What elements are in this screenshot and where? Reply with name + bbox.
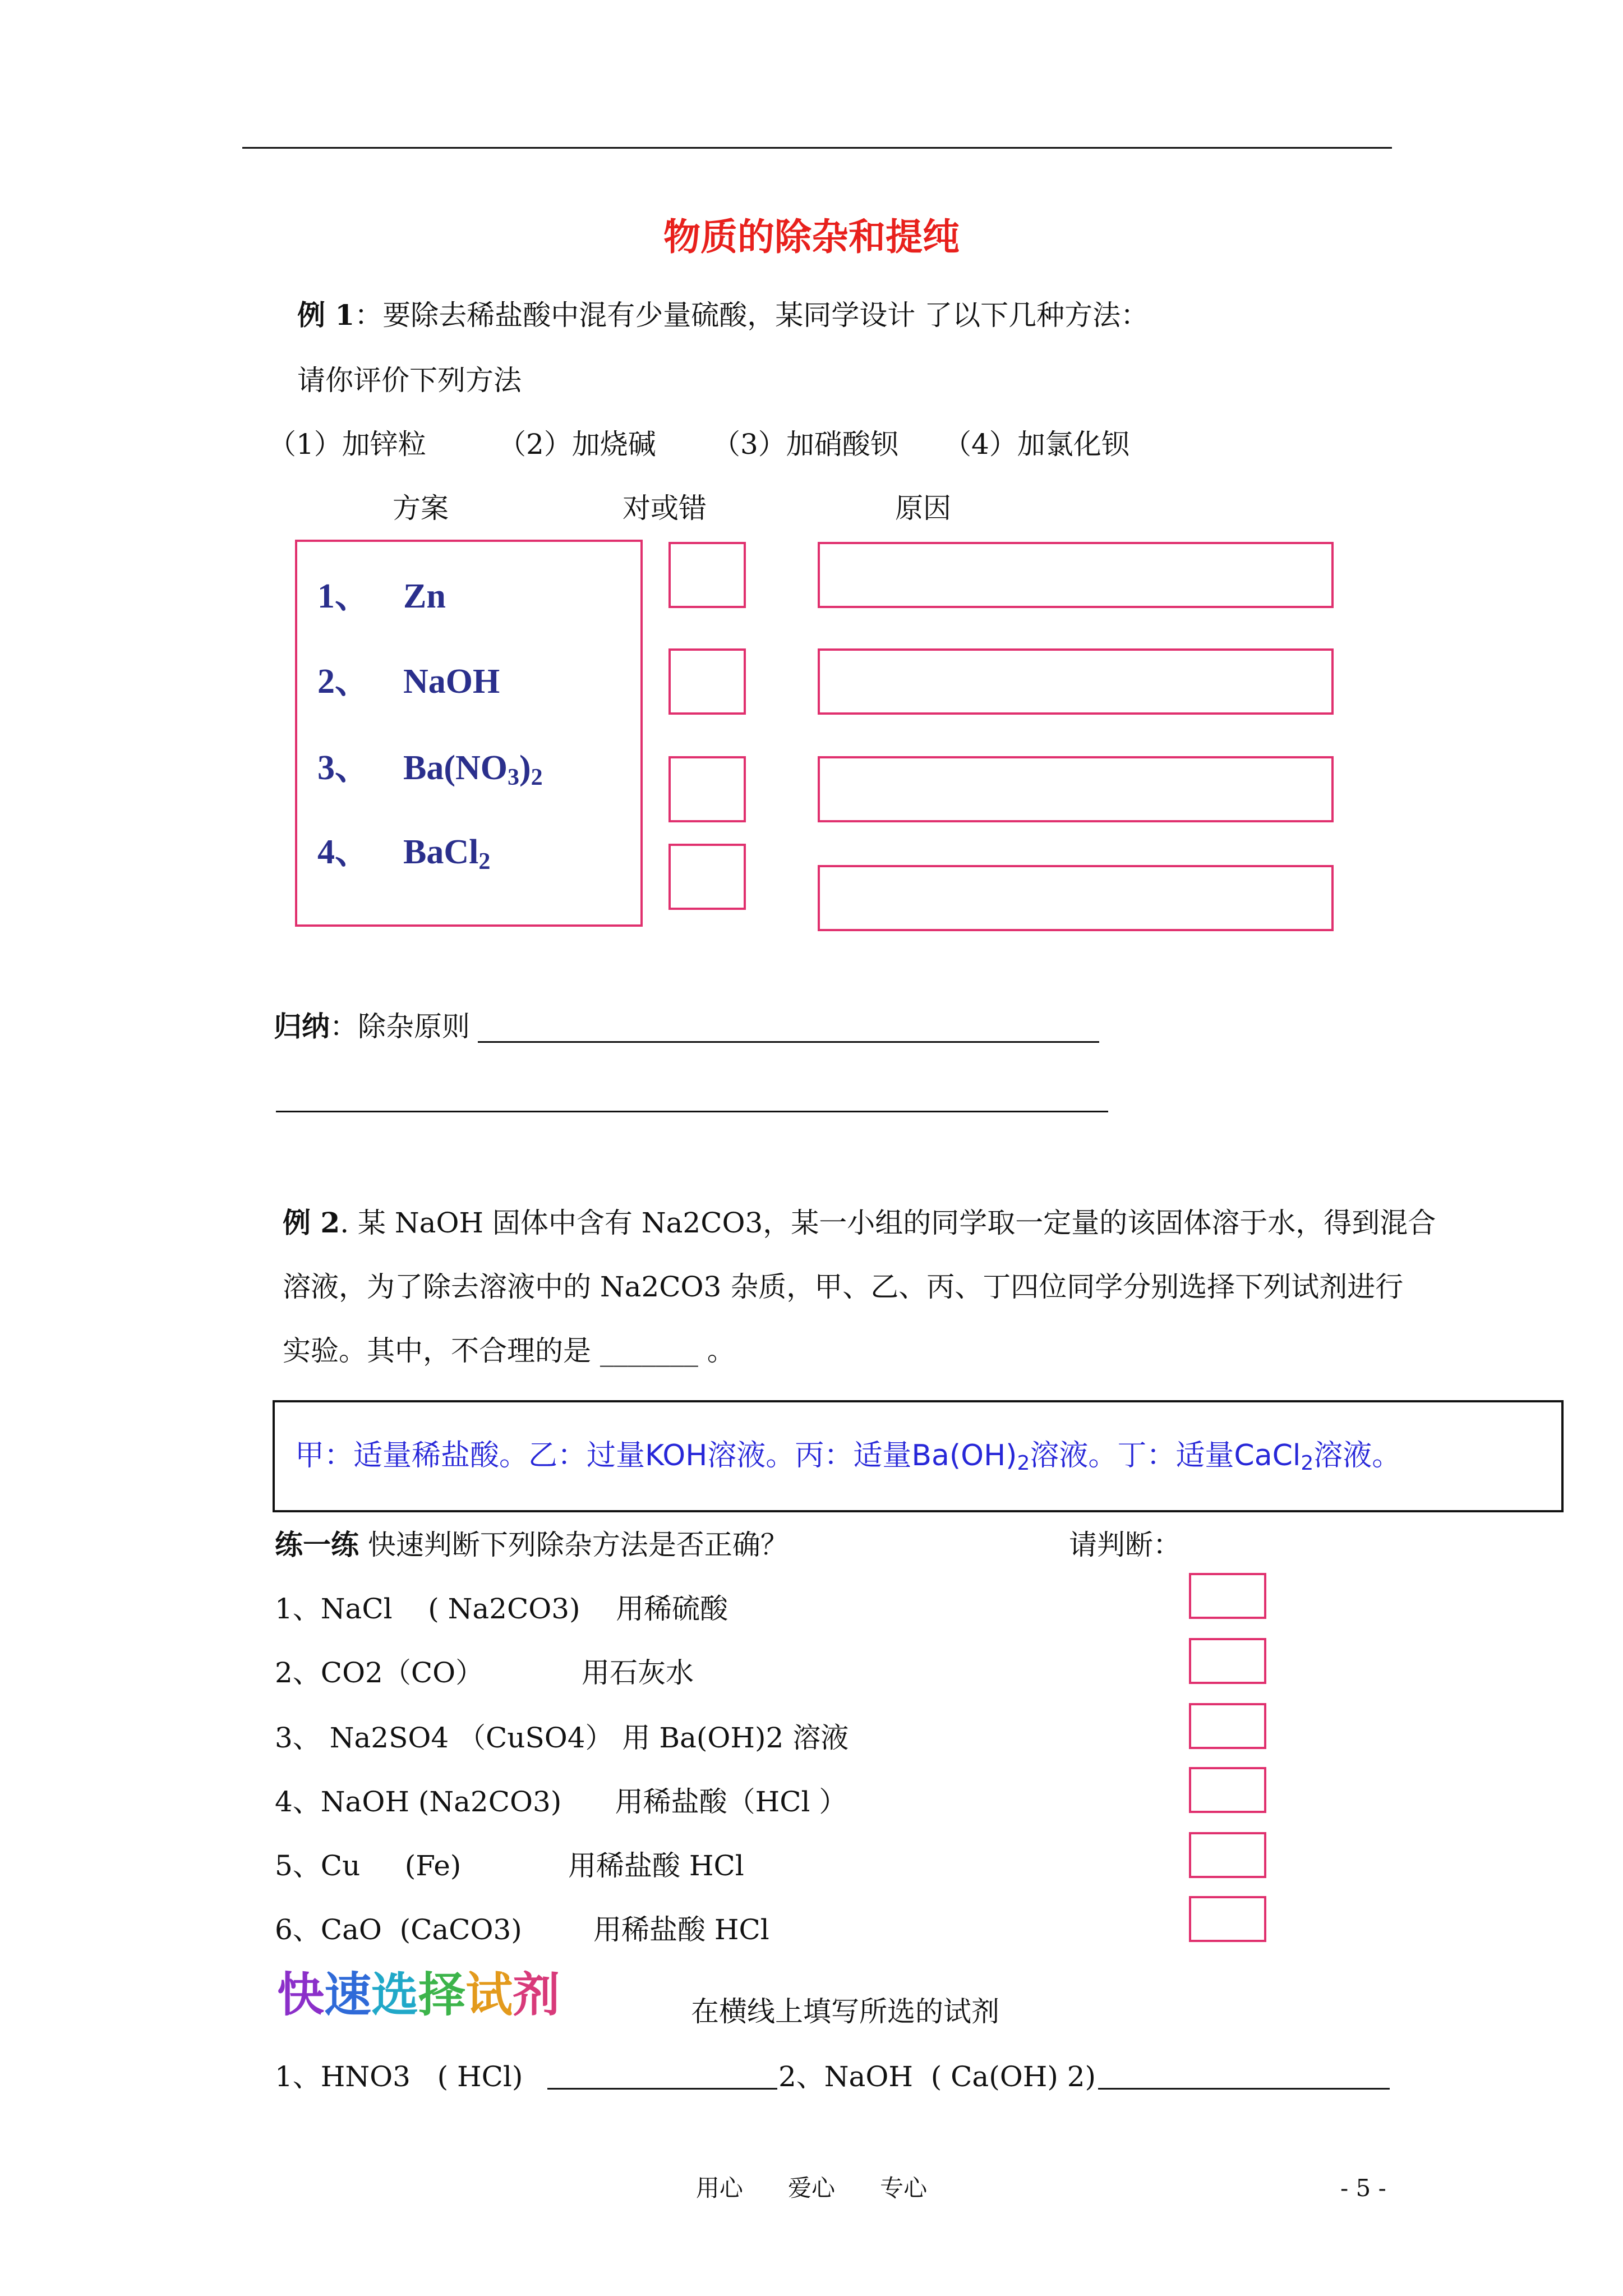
wordart-char-5: 试 [465, 1967, 513, 2022]
method-4: （4）加氯化钡 [943, 428, 1129, 461]
judge-box-2[interactable] [1189, 1638, 1266, 1684]
judge-box-3[interactable] [1189, 1703, 1266, 1749]
summary-blank-1[interactable] [478, 1041, 1099, 1043]
page-title: 物质的除杂和提纯 [663, 215, 960, 259]
practice-item-3: 3、 Na2SO4 （CuSO4） 用 Ba(OH)2 溶液 [275, 1722, 849, 1754]
wordart-char-2: 速 [324, 1967, 372, 2022]
wordart-char-3: 选 [371, 1967, 419, 2022]
option-4 [317, 832, 490, 881]
summary-label: 归纳 [274, 1010, 330, 1043]
example1-question [297, 298, 1149, 332]
reagent-ding-post: 溶液。 [1313, 1439, 1401, 1473]
option-3-formula: Ba(NO [403, 749, 508, 787]
header-reason: 原因 [895, 492, 951, 524]
header-right-wrong: 对或错 [623, 492, 707, 524]
quick-item-2: 2、NaOH ( Ca(OH) 2) [778, 2060, 1096, 2093]
reason-box-4[interactable] [818, 865, 1334, 931]
wordart-char-6: 剂 [513, 1967, 560, 2022]
example2-line2: 溶液，为了除去溶液中的 Na2CO3 杂质，甲、乙、丙、丁四位同学分别选择下列试剂进行 [283, 1271, 1404, 1303]
reason-box-3[interactable] [818, 756, 1334, 822]
practice-label: 练一练 [275, 1528, 359, 1561]
reagent-ding: 丁：适量CaCl [1117, 1439, 1301, 1473]
option-1-formula: Zn [403, 577, 446, 615]
option-4-sub: 2 [478, 849, 491, 875]
footer-center: 用心 爱心 专心 [695, 2174, 928, 2202]
reason-box-2[interactable] [818, 648, 1334, 715]
example2-line1 [283, 1206, 1436, 1240]
quick-item-1: 1、HNO3 ( HCl) [275, 2060, 523, 2093]
judge-box-1[interactable] [1189, 1573, 1266, 1619]
quick-blank-1[interactable] [547, 2088, 777, 2090]
option-3-num: 3、 [317, 749, 370, 787]
option-1-num: 1、 [317, 577, 370, 615]
summary-line [274, 1010, 470, 1043]
reagent-yi: 乙：过量KOH溶液。 [528, 1439, 795, 1473]
example2-line1-text: . 某 NaOH 固体中含有 Na2CO3，某一小组的同学取一定量的该固体溶于水，得到混合 [340, 1207, 1436, 1239]
option-3-sub: 3 [508, 765, 520, 790]
example1-prompt: 请你评价下列方法 [297, 364, 522, 397]
wordart-char-1: 快 [277, 1967, 325, 2022]
quick-blank-2[interactable] [1098, 2088, 1390, 2090]
example2-label: 例 2 [283, 1206, 340, 1239]
header-plan: 方案 [393, 492, 449, 524]
option-4-formula: BaCl [403, 833, 479, 871]
judge-box-6[interactable] [1189, 1896, 1266, 1942]
option-2-num: 2、 [317, 662, 370, 701]
practice-item-1: 1、NaCl ( Na2CO3) 用稀硫酸 [275, 1593, 728, 1625]
footer-page-number: - 5 - [1340, 2174, 1386, 2202]
judge-box-4[interactable] [1189, 1767, 1266, 1813]
option-3-sub2: 2 [531, 765, 543, 790]
summary-blank-2[interactable] [276, 1111, 1108, 1112]
summary-text: ：除杂原则 [330, 1010, 470, 1043]
option-4-num: 4、 [317, 833, 370, 871]
quick-select-instruction: 在横线上填写所选的试剂 [691, 1995, 999, 2028]
answer-box-2[interactable] [668, 648, 746, 715]
practice-question-text: 快速判断下列除杂方法是否正确？ [359, 1529, 789, 1561]
practice-judge-label: 请判断： [1069, 1529, 1181, 1561]
option-3-close: ) [519, 749, 531, 787]
answer-box-4[interactable] [668, 844, 746, 910]
reagent-jia: 甲：适量稀盐酸。 [295, 1439, 529, 1473]
practice-item-5: 5、Cu (Fe) 用稀盐酸 HCl [275, 1849, 744, 1882]
reagent-ding-sub: 2 [1301, 1452, 1314, 1475]
example1-label: 例 1 [297, 298, 355, 332]
reagents-text [295, 1436, 1401, 1483]
wordart-char-4: 择 [418, 1967, 466, 2022]
answer-box-3[interactable] [668, 756, 746, 822]
practice-item-4: 4、NaOH (Na2CO3) 用稀盐酸（HCl ） [275, 1786, 847, 1818]
practice-question [275, 1528, 789, 1562]
option-3 [317, 748, 543, 797]
method-2: （2）加烧碱 [498, 428, 656, 461]
example1-question-text: ：要除去稀盐酸中混有少量硫酸，某同学设计 了以下几种方法： [354, 299, 1149, 332]
practice-item-6: 6、CaO (CaCO3) 用稀盐酸 HCl [275, 1913, 769, 1946]
reagent-bing-post: 溶液。 [1030, 1439, 1118, 1473]
option-2-formula: NaOH [403, 662, 500, 701]
reason-box-1[interactable] [818, 542, 1334, 608]
example2-line3: 实验。其中，不合理的是 _______ 。 [283, 1335, 735, 1367]
reagent-bing-sub: 2 [1017, 1452, 1030, 1475]
reagent-bing: 丙：适量Ba(OH) [795, 1439, 1017, 1473]
option-2 [317, 662, 500, 701]
method-1: （1）加锌粒 [268, 428, 426, 461]
option-1 [317, 577, 446, 616]
quick-select-wordart [277, 1968, 560, 2022]
header-rule [242, 147, 1392, 149]
answer-box-1[interactable] [668, 542, 746, 608]
method-3: （3）加硝酸钡 [712, 428, 898, 461]
practice-item-2: 2、CO2（CO） 用石灰水 [275, 1657, 694, 1689]
judge-box-5[interactable] [1189, 1832, 1266, 1878]
